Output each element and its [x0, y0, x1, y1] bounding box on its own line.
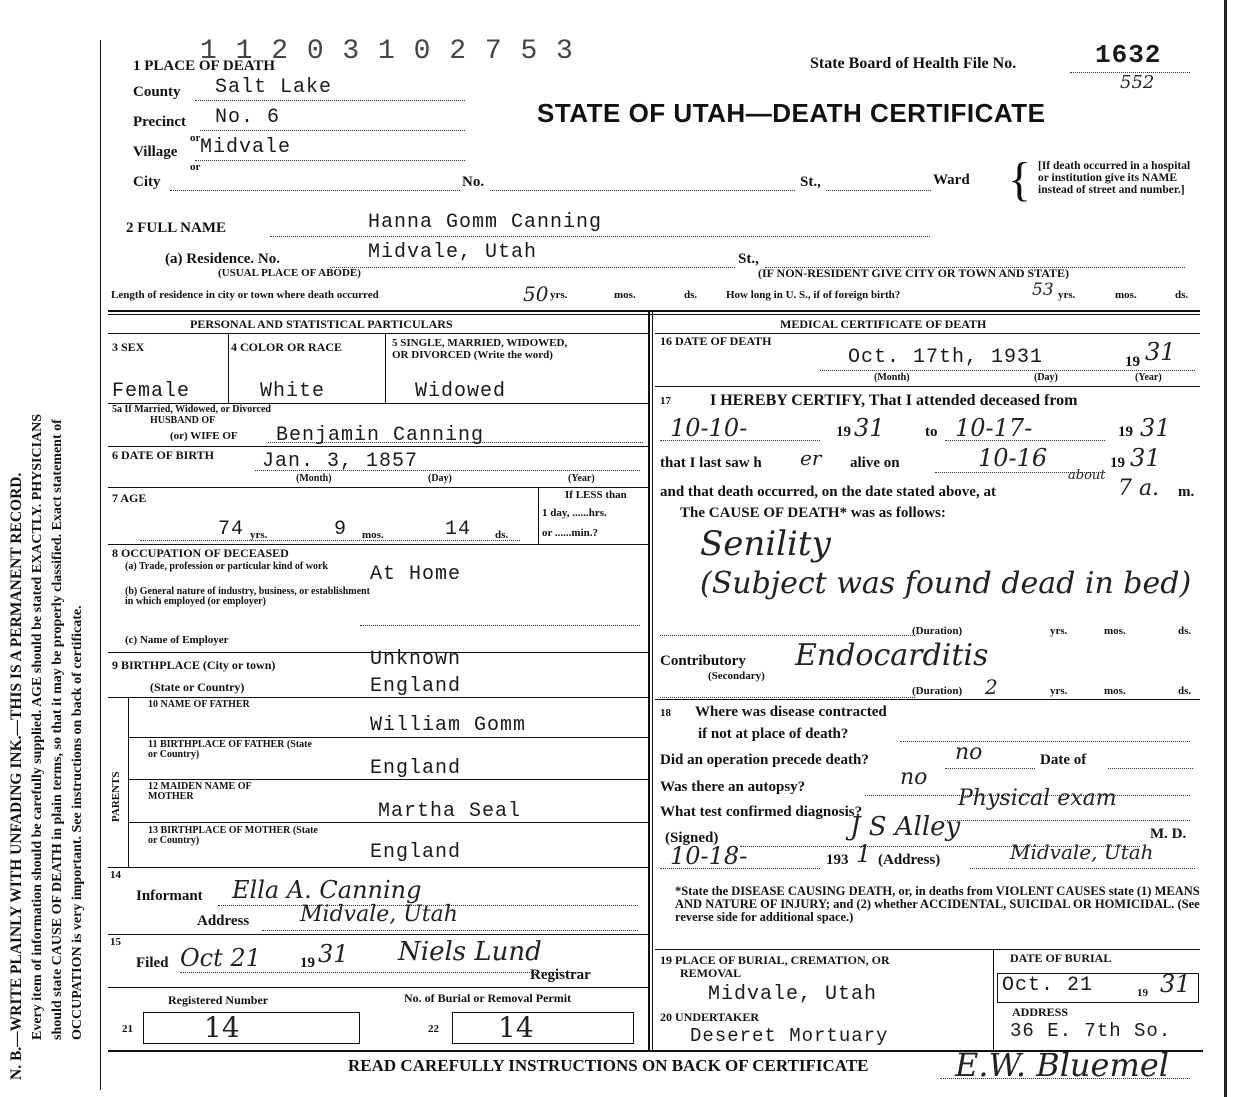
test-label: What test confirmed diagnosis? [660, 804, 863, 820]
marital-value: Widowed [415, 380, 507, 403]
us-residence-years: 53 [1032, 280, 1054, 300]
where-contracted-label-2: if not at place of death? [698, 726, 849, 742]
page-title: STATE OF UTAH—DEATH CERTIFICATE [537, 98, 1046, 128]
medical-heading: MEDICAL CERTIFICATE OF DEATH [780, 317, 987, 331]
cause-note: (Subject was found dead in bed) [700, 566, 1192, 601]
burial-permit-label: No. of Burial or Removal Permit [404, 991, 572, 1005]
duration-yrs: yrs. [1050, 625, 1068, 637]
us-ds-label: ds. [1175, 289, 1189, 301]
age-label: 7 AGE [112, 491, 147, 505]
operation-date-label: Date of [1040, 752, 1087, 768]
secondary-label: (Secondary) [708, 670, 765, 682]
personal-heading: PERSONAL AND STATISTICAL PARTICULARS [190, 317, 453, 331]
duration-ds: ds. [1178, 625, 1192, 637]
occupation-b-label: (b) General nature of industry, business, or establishment in which employed (or employer) [125, 586, 370, 607]
burial-place-label-1: 19 PLACE OF BURIAL, CREMATION, OR [660, 953, 890, 967]
spouse-value: Benjamin Canning [276, 424, 485, 447]
spouse-label-1: 5a If Married, Widowed, or Divorced [112, 404, 271, 415]
mother-name: Martha Seal [378, 800, 522, 823]
contributory-label: Contributory [660, 653, 746, 669]
frame-left [100, 40, 101, 1090]
age-years: 74 [218, 518, 245, 541]
village-value: Midvale [200, 136, 292, 159]
dod-month-label: (Month) [874, 372, 910, 383]
length-of-residence-label: Length of residence in city or town where death occurred [111, 289, 379, 301]
county-label: County [133, 84, 181, 100]
less-than-label-1: If LESS than [565, 489, 627, 501]
precinct-value: No. 6 [215, 106, 281, 129]
filed-label: Filed [136, 955, 169, 971]
city-label: City [133, 174, 161, 190]
village-label: Village [133, 144, 178, 160]
informant-address: Midvale, Utah [300, 902, 458, 927]
sidebar-notice-1: N. B.—WRITE PLAINLY WITH UNFADING INK.—THIS IS A PERMANENT RECORD. [8, 472, 25, 1080]
frame-right [1224, 0, 1227, 1097]
registrar-label: Registrar [530, 967, 591, 983]
alive-on-label: alive on [850, 455, 900, 471]
operation-label: Did an operation precede death? [660, 752, 869, 768]
ds-label: ds. [684, 289, 698, 301]
item-21: 21 [122, 1023, 133, 1035]
birthplace-state-label: (State or Country) [150, 680, 245, 694]
residence-st-label: St., [738, 251, 759, 267]
sex-value: Female [112, 380, 191, 403]
dob-value: Jan. 3, 1857 [262, 450, 419, 473]
last-saw-date: 10-16 [978, 444, 1048, 472]
spouse-label-2: HUSBAND OF [150, 415, 216, 426]
sidebar-notice-2: Every item of information should be carefully supplied. AGE should be stated EXACTLY. PHYSICIANS [30, 413, 45, 1040]
contributory-duration: 2 [985, 675, 998, 699]
yrs-label: yrs. [550, 289, 568, 301]
physician-address: Midvale, Utah [1010, 840, 1154, 864]
filed-date: Oct 21 [180, 944, 261, 972]
last-saw-label: that I last saw h [660, 455, 762, 471]
file-number-label: State Board of Health File No. [810, 55, 1017, 72]
burial-permit-box [452, 1012, 634, 1044]
footer-instructions: READ CAREFULLY INSTRUCTIONS ON BACK OF CERTIFICATE [348, 1056, 869, 1075]
undertaker-label: 20 UNDERTAKER [660, 1010, 760, 1024]
marital-label-1: 5 SINGLE, MARRIED, WIDOWED, [392, 337, 568, 349]
dob-day-label: (Day) [428, 473, 452, 484]
birthplace-label: 9 BIRTHPLACE (City or town) [112, 658, 276, 672]
registrar-final-signature: E.W. Bluemel [955, 1046, 1169, 1084]
or-label-1: or [190, 132, 201, 144]
age-months: 9 [334, 518, 348, 541]
autopsy-value: no [900, 765, 928, 790]
about-note: about [1068, 468, 1106, 483]
county-value: Salt Lake [215, 76, 333, 99]
cause-of-death: Senility [700, 524, 831, 564]
mother-birthplace-label: 13 BIRTHPLACE OF MOTHER (State or Country) [148, 825, 318, 846]
burial-date: Oct. 21 [1002, 974, 1094, 997]
father-birthplace-label: 11 BIRTHPLACE OF FATHER (State or Country) [148, 739, 312, 760]
place-of-death-heading: 1 PLACE OF DEATH [133, 58, 276, 74]
ward-label: Ward [933, 172, 970, 188]
marital-label-2: OR DIVORCED (Write the word) [392, 349, 553, 361]
attended-to-year: 31 [1140, 414, 1171, 442]
filed-19: 19 [300, 955, 315, 971]
parents-label: PARENTS [110, 771, 122, 822]
spouse-label-3: (or) WIFE OF [170, 430, 238, 442]
birthplace-city: Unknown [370, 648, 462, 671]
less-than-label-2: 1 day, ......hrs. [542, 507, 607, 519]
age-mos-label: mos. [362, 529, 384, 541]
where-contracted-label-1: Where was disease contracted [695, 704, 887, 720]
precinct-label: Precinct [133, 114, 187, 130]
signed-year: 1 [856, 840, 872, 868]
contrib-ds: ds. [1178, 685, 1192, 697]
last-saw-her: er [800, 446, 822, 470]
undertaker-address-label: ADDRESS [1012, 1005, 1069, 1019]
mos-label: mos. [614, 289, 636, 301]
hospital-note: [If death occurred in a hospital or institution give its NAME instead of street and number.] [1038, 160, 1191, 196]
death-time: 7 a. [1118, 476, 1160, 501]
abode-label: (USUAL PLACE OF ABODE) [218, 267, 361, 279]
father-birthplace: England [370, 757, 462, 780]
death-time-m: m. [1178, 484, 1195, 500]
burial-19: 19 [1137, 987, 1148, 999]
street-label: St., [800, 174, 821, 190]
autopsy-label: Was there an autopsy? [660, 779, 806, 795]
file-number-sub: 552 [1120, 72, 1155, 93]
contrib-duration-label: (Duration) [912, 685, 963, 697]
age-ds-label: ds. [495, 529, 509, 541]
occupation-a-label: (a) Trade, profession or particular kind of work [125, 561, 328, 572]
dod-day-label: (Day) [1034, 372, 1058, 383]
signed-date: 10-18- [670, 842, 748, 870]
less-than-label-3: or ......min.? [542, 527, 599, 539]
age-yrs-label: yrs. [250, 529, 268, 541]
last-saw-19: 19 [1110, 455, 1125, 471]
registered-number: 14 [204, 1011, 240, 1044]
us-yrs-label: yrs. [1058, 289, 1076, 301]
attended-from: 10-10- [670, 414, 748, 442]
sex-label: 3 SEX [112, 340, 145, 354]
cause-footnote: *State the DISEASE CAUSING DEATH, or, in deaths from VIOLENT CAUSES state (1) MEANS AND NATURE OF INJURY; and (2) whether ACCIDENTAL, SUICIDAL OR HOMICIDAL. (See reverse side for additional space.) [675, 884, 1200, 924]
signed-label: (Signed) [665, 830, 719, 846]
last-saw-year: 31 [1130, 444, 1161, 472]
item-14: 14 [110, 869, 121, 881]
mother-name-label: 12 MAIDEN NAME OF MOTHER [148, 781, 252, 802]
signed-19: 193 [826, 852, 849, 868]
contributory-value: Endocarditis [795, 638, 989, 673]
item-15: 15 [110, 936, 121, 948]
date-of-death-year: 31 [1145, 338, 1176, 366]
us-residence-label: How long in U. S., if of foreign birth? [726, 289, 901, 301]
attended-from-19: 19 [836, 424, 851, 440]
occupation-label: 8 OCCUPATION OF DECEASED [112, 546, 289, 560]
color-value: White [260, 380, 326, 403]
duration-label: (Duration) [912, 625, 963, 637]
burial-place: Midvale, Utah [708, 983, 878, 1006]
dob-month-label: (Month) [296, 473, 332, 484]
burial-date-label: DATE OF BURIAL [1010, 951, 1112, 965]
brace: { [1008, 153, 1032, 206]
date-of-death-value: Oct. 17th, 1931 [848, 346, 1044, 369]
dob-label: 6 DATE OF BIRTH [112, 448, 214, 462]
informant-signature: Ella A. Canning [232, 876, 422, 904]
to-label: to [925, 424, 938, 440]
death-occurred-label: and that death occurred, on the date stated above, at [660, 484, 996, 500]
test-value: Physical exam [958, 786, 1117, 811]
certificate-number: 1 1 2 0 3 1 0 2 7 5 3 [200, 36, 574, 67]
physician-address-label: (Address) [878, 852, 941, 868]
dod-year-label: (Year) [1135, 372, 1162, 383]
certify-statement: I HEREBY CERTIFY, That I attended deceased from [710, 392, 1078, 409]
full-name-label: 2 FULL NAME [126, 220, 227, 236]
informant-address-label: Address [197, 913, 250, 929]
item-22: 22 [428, 1023, 439, 1035]
contrib-yrs: yrs. [1050, 685, 1068, 697]
dob-year-label: (Year) [568, 473, 595, 484]
burial-place-label-2: REMOVAL [680, 966, 742, 980]
burial-year: 31 [1160, 970, 1191, 998]
duration-mos: mos. [1104, 625, 1126, 637]
occupation-c-label: (c) Name of Employer [125, 634, 229, 646]
occupation-value: At Home [370, 563, 462, 586]
color-label: 4 COLOR OR RACE [231, 340, 343, 354]
burial-permit-number: 14 [498, 1011, 534, 1044]
attended-to: 10-17- [955, 414, 1033, 442]
nonresident-label: (IF NON-RESIDENT GIVE CITY OR TOWN AND STATE) [758, 266, 1070, 280]
father-name-label: 10 NAME OF FATHER [148, 699, 250, 710]
registrar-signature: Niels Lund [398, 937, 542, 967]
date-of-death-19: 19 [1125, 354, 1140, 370]
father-name: William Gomm [370, 714, 527, 737]
mother-birthplace: England [370, 841, 462, 864]
sidebar-notice-3: should state CAUSE OF DEATH in plain terms, so that it may be properly classified. Exact statement of [50, 419, 65, 1040]
length-of-residence-years: 50 [523, 282, 549, 306]
date-of-death-label: 16 DATE OF DEATH [660, 334, 772, 348]
residence-label: (a) Residence. No. [165, 251, 280, 267]
item-18: 18 [660, 707, 671, 719]
full-name-value: Hanna Gomm Canning [368, 211, 603, 234]
attended-from-year: 31 [854, 414, 885, 442]
undertaker-value: Deseret Mortuary [690, 1025, 889, 1047]
md-label: M. D. [1150, 826, 1187, 842]
filed-year: 31 [318, 940, 349, 968]
operation-value: no [955, 740, 983, 765]
attended-to-19: 19 [1118, 424, 1133, 440]
street-no-label: No. [462, 174, 485, 190]
birthplace-country: England [370, 675, 462, 698]
sidebar-notice-4: OCCUPATION is very important. See instructions on back of certificate. [70, 605, 85, 1040]
registered-number-box [143, 1012, 360, 1044]
registered-number-label: Registered Number [168, 993, 269, 1007]
contrib-mos: mos. [1104, 685, 1126, 697]
physician-signature: J S Alley [850, 812, 961, 842]
age-days: 14 [445, 518, 472, 541]
informant-label: Informant [136, 888, 203, 904]
cause-intro: The CAUSE OF DEATH* was as follows: [680, 505, 946, 521]
or-label-2: or [190, 161, 201, 173]
file-number: 1632 [1095, 40, 1162, 70]
residence-value: Midvale, Utah [368, 241, 538, 264]
us-mos-label: mos. [1115, 289, 1137, 301]
undertaker-address: 36 E. 7th So. [1010, 1020, 1172, 1042]
item-17: 17 [660, 395, 671, 407]
